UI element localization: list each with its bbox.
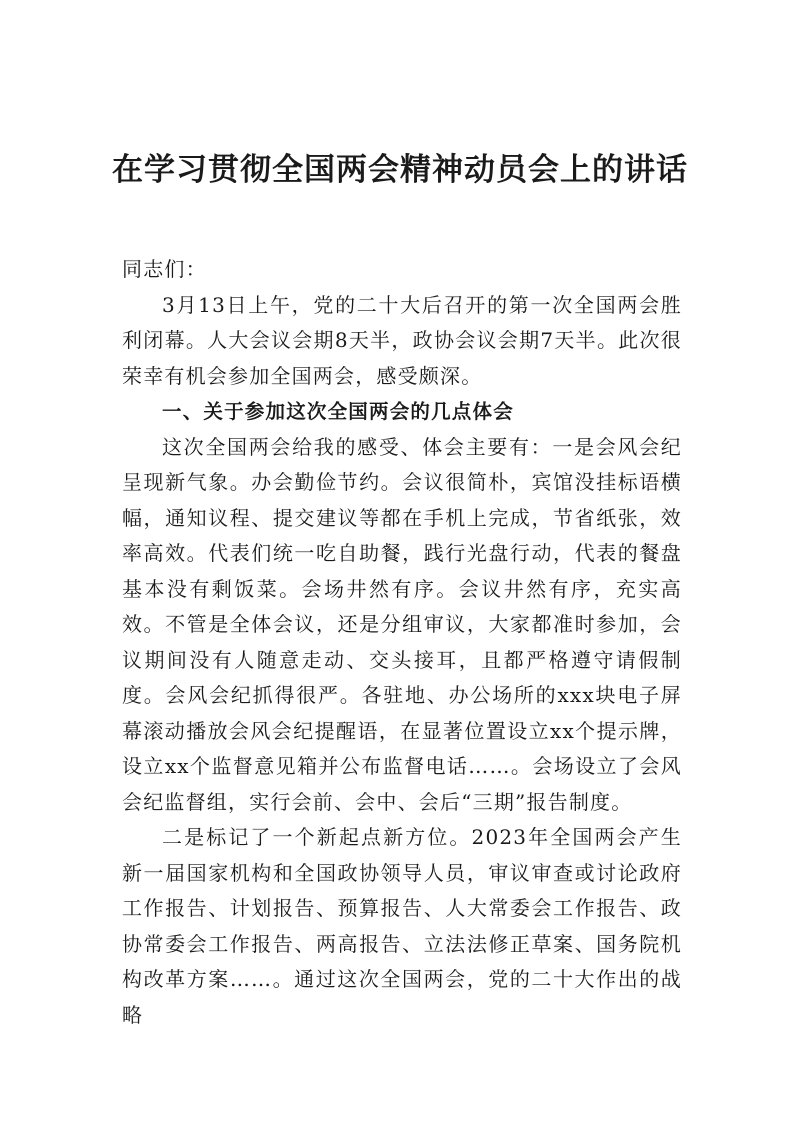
salutation: 同志们： (122, 257, 207, 281)
section-paragraph-1: 这次全国两会给我的感受、体会主要有：一是会风会纪呈现新气象。办会勤俭节约。会议很简朴，宾馆没挂标语横幅，通知议程、提交建议等都在手机上完成，节省纸张，效率高效。代表们统一吃自助餐，践行光盘行动，代表的餐盘基本没有剩饭菜。会场井然有序。会议井然有序，充实高效。不管是全体会议，还是分组审议，大家都准时参加，会议期间没有人随意走动、交头接耳，且都严格遵守请假制度。会风会纪抓得很严。各驻地、办公场所的xxx块电子屏幕滚动播放会风会纪提醒语，在显著位置设立xx个提示牌，设立xx个监督意见箱并公布监督电话……。会场设立了会风会纪监督组，实行会前、会中、会后“三期”报告制度。 (122, 434, 682, 814)
document-body (122, 252, 682, 1033)
section-heading: 一、关于参加这次全国两会的几点体会 (162, 400, 514, 423)
document-title: 在学习贯彻全国两会精神动员会上的讲话 (112, 152, 688, 188)
opening-paragraph: 3月13日上午，党的二十大后召开的第一次全国两会胜利闭幕。人大会议会期8天半，政协会议会期7天半。此次很荣幸有机会参加全国两会，感受颇深。 (122, 292, 682, 388)
section-paragraph-2: 二是标记了一个新起点新方位。2023年全国两会产生新一届国家机构和全国政协领导人员，审议审查或讨论政府工作报告、计划报告、预算报告、人大常委会工作报告、政协常委会工作报告、两高报告、立法法修正草案、国务院机构改革方案……。通过这次全国两会，党的二十大作出的战略 (122, 825, 682, 1027)
